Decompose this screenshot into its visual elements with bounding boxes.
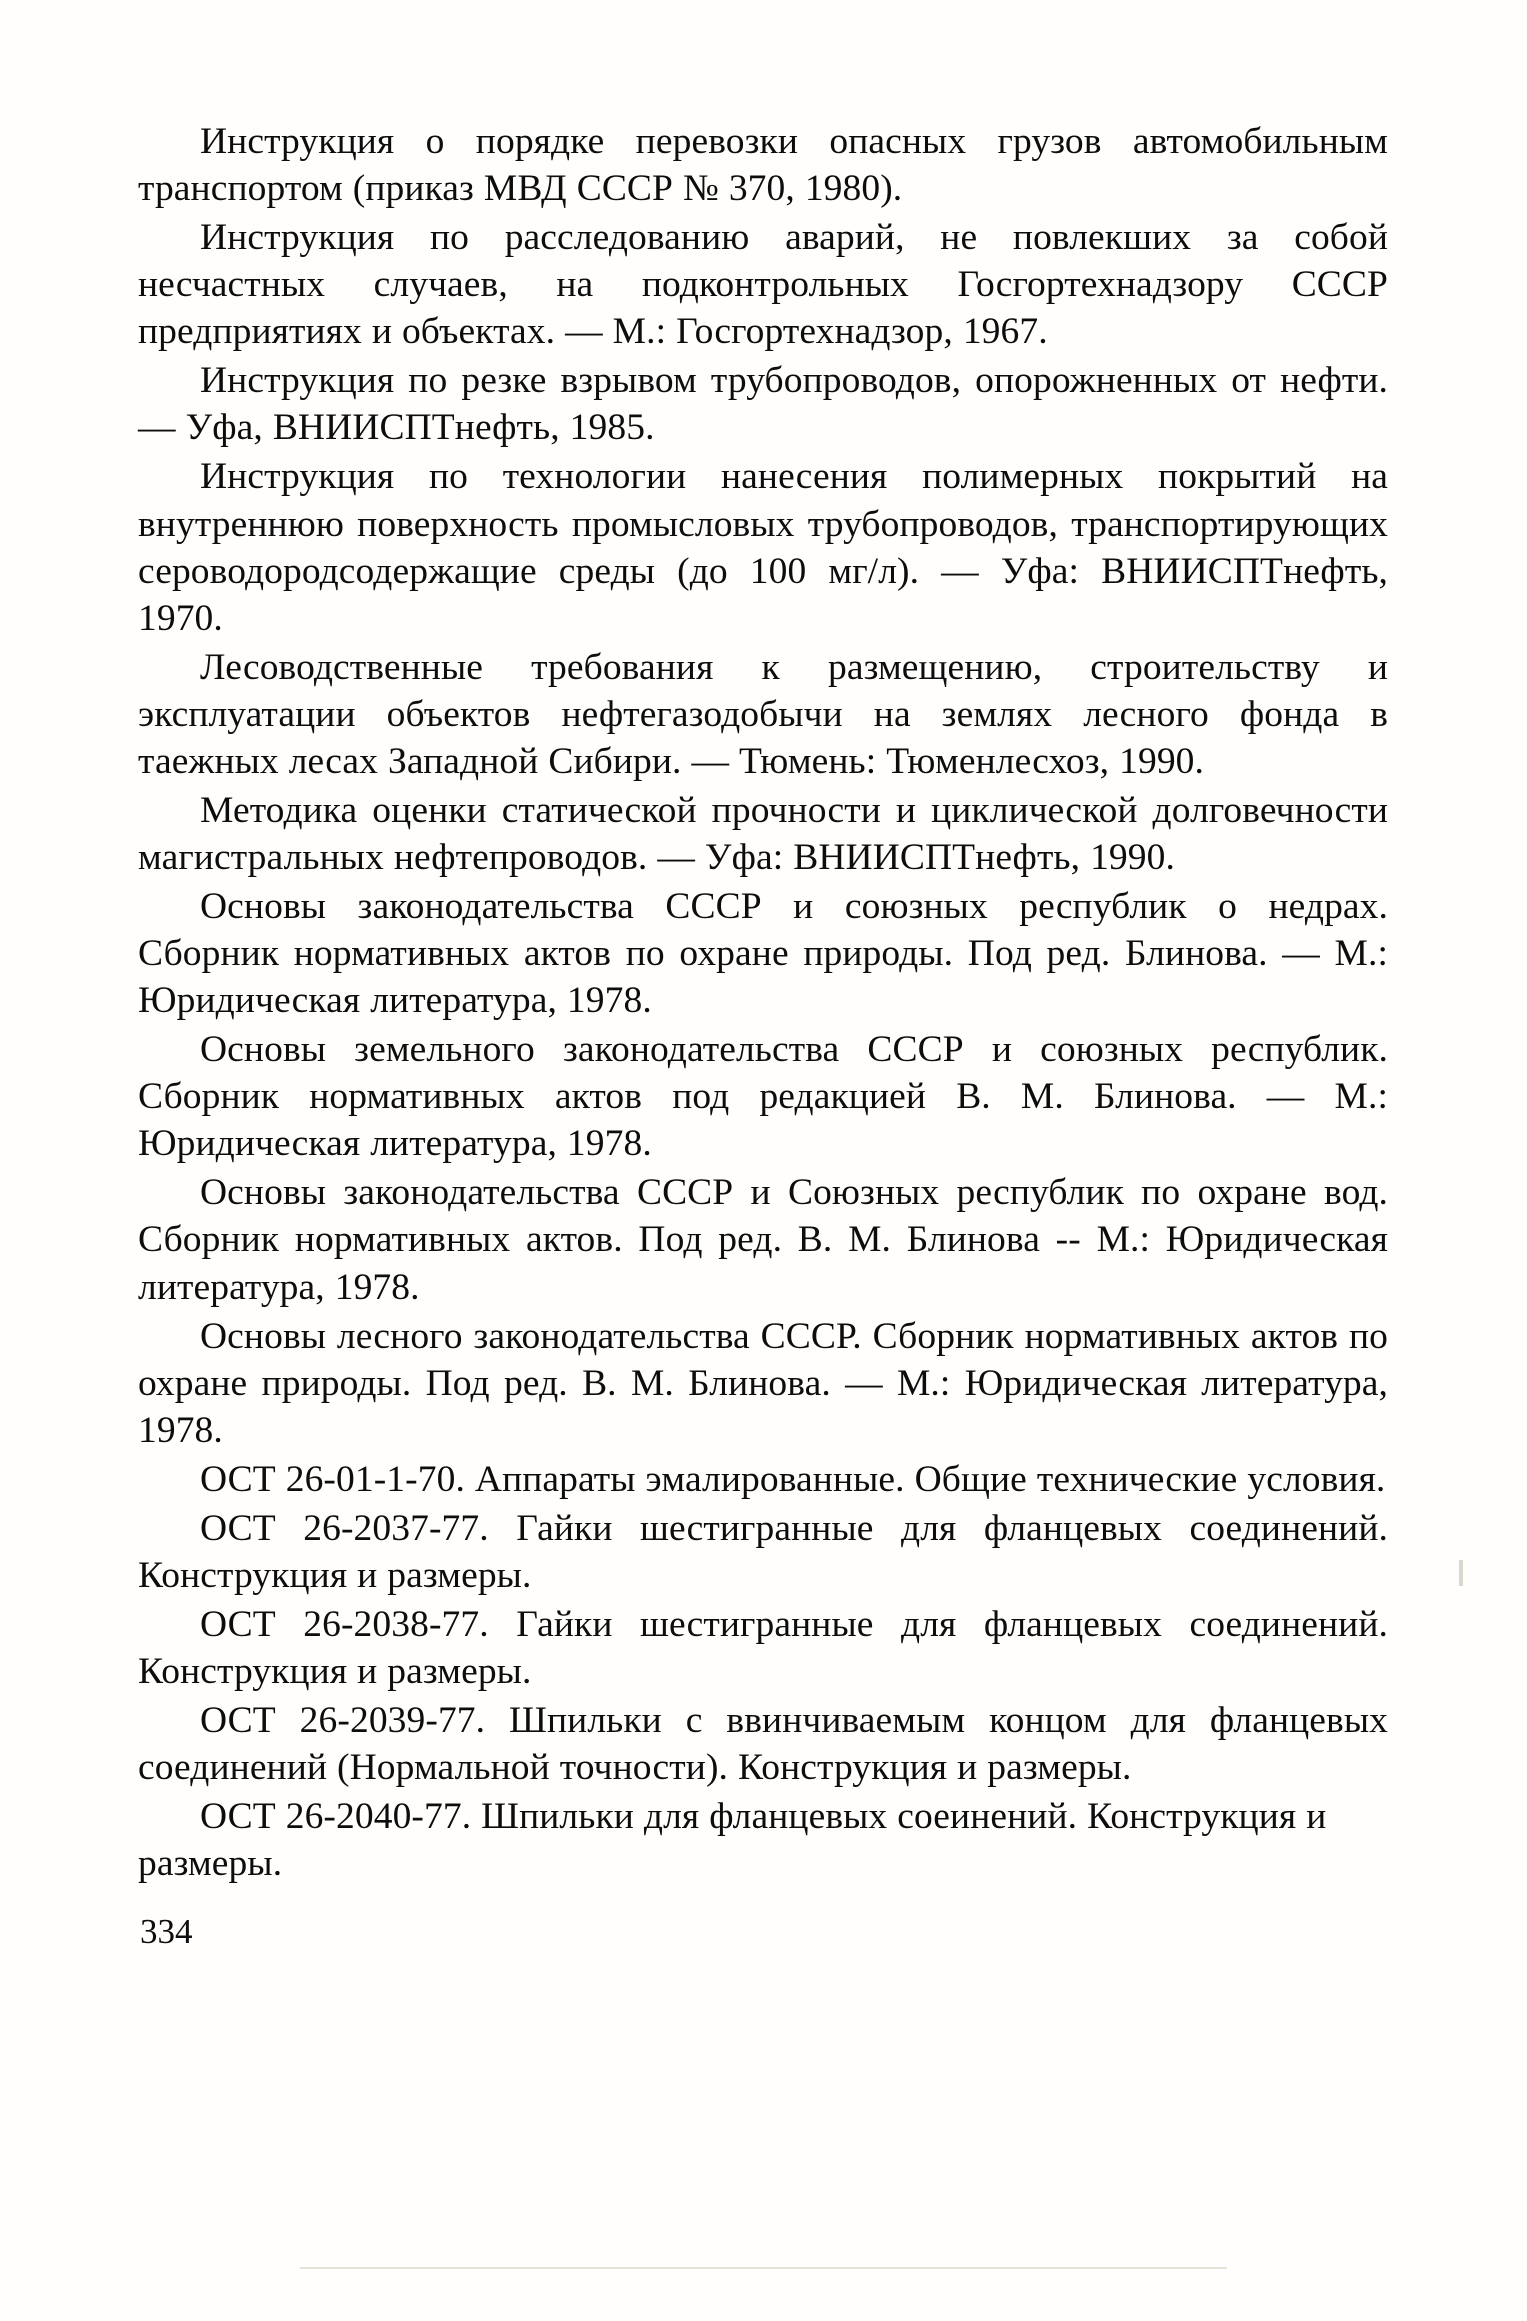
bibliography-entry: Инструкция по технологии нанесения полимерных покрытий на внутреннюю поверхность промысловых трубопроводов, транспортирующих сероводородсодержащие среды (до 100 мг/л). — Уфа: ВНИИСПТнефть, 1970. <box>138 456 1388 639</box>
page-bottom-rule <box>300 2267 1227 2269</box>
page-number: 334 <box>140 1912 193 1952</box>
page-edge-mark <box>1459 1560 1463 1586</box>
bibliography-entry: Методика оценки статической прочности и циклической долговечности магистральных нефтепроводов. — Уфа: ВНИИСПТнефть, 1990. <box>138 789 1388 878</box>
bibliography-entry: ОСТ 26-2039-77. Шпильки с ввинчиваемым концом для фланцевых соединений (Нормальной точности). Конструкция и размеры. <box>138 1700 1388 1789</box>
bibliography-entry: Основы законодательства СССР и союзных республик о недрах. Сборник нормативных актов по охране природы. Под ред. Блинова. — М.: Юридическая литература, 1978. <box>138 886 1388 1022</box>
bibliography-entry: Основы законодательства СССР и Союзных республик по охране вод. Сборник нормативных актов. Под ред. В. М. Блинова -- М.: Юридическая литература, 1978. <box>138 1172 1388 1308</box>
bibliography-entry: ОСТ 26-2038-77. Гайки шестигранные для фланцевых соединений. Конструкция и размеры. <box>138 1603 1388 1692</box>
bibliography-entry: Инструкция по резке взрывом трубопроводов, опорожненных от нефти.— Уфа, ВНИИСПТнефть, 1985. <box>138 360 1388 449</box>
bibliography-entry: Основы земельного законодательства СССР и союзных республик. Сборник нормативных актов под редакцией В. М. Блинова. — М.: Юридическая литература, 1978. <box>138 1029 1388 1165</box>
bibliography-entry: ОСТ 26-2037-77. Гайки шестигранные для фланцевых соединений. Конструкция и размеры. <box>138 1507 1388 1596</box>
bibliography-entry: ОСТ 26-01-1-70. Аппараты эмалированные. Общие технические условия. <box>200 1458 1386 1500</box>
bibliography-entry: Инструкция о порядке перевозки опасных грузов автомобильным транспортом (приказ МВД СССР № 370, 1980). <box>138 121 1388 210</box>
bibliography-entry: Инструкция по расследованию аварий, не повлекших за собой несчастных случаев, на подконтрольных Госгортехнадзору СССР предприятиях и объектах. — М.: Госгортехнадзор, 1967. <box>138 217 1388 353</box>
bibliography-entry: Лесоводственные требования к размещению, строительству и эксплуатации объектов нефтегазодобычи на землях лесного фонда в таежных лесах Западной Сибири. — Тюмень: Тюменлесхоз, 1990. <box>138 646 1388 782</box>
bibliography-entry: ОСТ 26-2040-77. Шпильки для фланцевых соеинений. Конструкция и размеры. <box>138 1796 1327 1885</box>
page-body <box>138 118 1388 1952</box>
bibliography-entry: Основы лесного законодательства СССР. Сборник нормативных актов по охране природы. Под ред. В. М. Блинова. — М.: Юридическая литература, 1978. <box>138 1315 1388 1451</box>
